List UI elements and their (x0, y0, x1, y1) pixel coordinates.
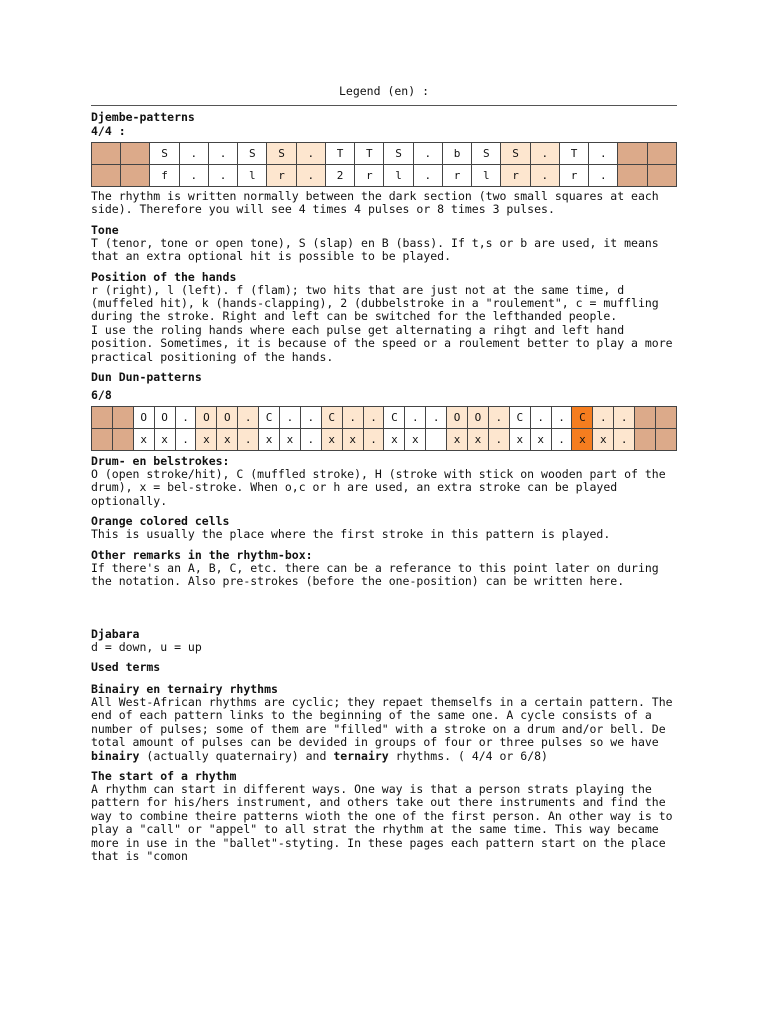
djembe-grid-cell: l (238, 165, 267, 187)
binairy-text-c: rhythms. ( 4/4 or 6/8) (388, 748, 548, 763)
binairy-text (91, 696, 677, 763)
dundun-grid-cell: x (468, 429, 489, 451)
binairy-heading: Binairy en ternairy rhythms (91, 681, 278, 696)
djembe-grid-cell: . (179, 165, 208, 187)
dundun-grid-cell (112, 429, 133, 451)
dundun-grid-cell (656, 429, 677, 451)
djembe-grid-cell: T (355, 143, 384, 165)
djembe-grid-cell: S (472, 143, 501, 165)
dundun-grid-cell: x (447, 429, 468, 451)
other-remarks-heading: Other remarks in the rhythm-box: (91, 547, 313, 562)
djembe-grid-cell (121, 165, 150, 187)
djembe-grid-cell: T (325, 143, 354, 165)
dundun-grid-cell: C (321, 407, 342, 429)
dundun-grid-cell: . (175, 429, 196, 451)
dundun-grid-cell: . (530, 407, 551, 429)
drum-strokes-heading: Drum- en belstrokes: (91, 454, 230, 469)
djembe-grid-cell: . (208, 165, 237, 187)
djembe-grid-cell: . (208, 143, 237, 165)
dundun-grid-cell: . (363, 429, 384, 451)
dundun-grid-cell: . (426, 407, 447, 429)
djembe-grid-cell: l (384, 165, 413, 187)
orange-heading: Orange colored cells (91, 514, 230, 529)
djembe-grid-cell: T (559, 143, 588, 165)
djembe-grid-cell: . (530, 143, 559, 165)
dundun-grid-cell: x (342, 429, 363, 451)
dundun-grid-cell: x (217, 429, 238, 451)
dundun-grid-cell: x (384, 429, 405, 451)
dundun-grid-cell (635, 429, 656, 451)
dundun-meter: 6/8 (91, 388, 112, 403)
djembe-grid-cell: . (589, 143, 618, 165)
djembe-grid-cell (92, 165, 121, 187)
dundun-grid-cell: . (238, 429, 259, 451)
djembe-grid-cell: r (267, 165, 296, 187)
dundun-grid-cell: C (259, 407, 280, 429)
djembe-grid-cell: r (355, 165, 384, 187)
dundun-grid-cell: x (405, 429, 426, 451)
dundun-grid-cell: x (572, 429, 593, 451)
djembe-grid-row (92, 143, 677, 165)
dundun-grid-cell (92, 407, 113, 429)
djembe-grid-cell (647, 165, 676, 187)
start-text: A rhythm can start in different ways. One way is that a person strats playing the pattern for his/hers instrument, and others take out there instruments and find the way to combine theire patterns wioth the one of the first person. An other way is to play a "call" or "appel" to all strat the rhythm at the same time. This way became more in use in the "ballet"-styting. In these pages each pattern start on the place that is "comon (91, 781, 673, 863)
dundun-grid-cell: . (488, 429, 509, 451)
ternairy-term: ternairy (333, 748, 389, 763)
dundun-grid-cell (426, 429, 447, 451)
used-terms-heading: Used terms (91, 659, 161, 674)
dundun-grid-cell: . (593, 407, 614, 429)
djembe-grid-cell: . (413, 143, 442, 165)
other-remarks-text: If there's an A, B, C, etc. there can be a referance to this point later on during the notation. Also pre-strokes (before the one-position) can be written here. (91, 560, 659, 589)
djembe-grid-cell: . (179, 143, 208, 165)
dundun-grid-cell: . (238, 407, 259, 429)
djembe-heading: Djembe-patterns (91, 110, 195, 124)
drum-strokes-text: O (open stroke/hit), C (muffled stroke), H (stroke with stick on wooden part of the drum), x = bel-stroke. When o,c or h are used, an extra stroke can be played optionally. (91, 467, 666, 508)
djembe-grid-cell (121, 143, 150, 165)
dundun-grid-cell: . (342, 407, 363, 429)
dundun-grid-cell: O (133, 407, 154, 429)
dundun-grid-cell (635, 407, 656, 429)
djembe-grid-cell: r (501, 165, 530, 187)
dundun-grid-cell (656, 407, 677, 429)
dundun-grid-cell: x (154, 429, 175, 451)
dundun-grid-cell: x (280, 429, 301, 451)
djembe-grid-cell (618, 165, 647, 187)
binairy-text-a: All West-African rhythms are cyclic; they repaet themselfs in a certain pattern. The end of each pattern links to the beginning of the same one. A cycle consists of a number of pulses; some of them are "filled" with a stroke on a drum and/or bell. De total amount of pulses can be devided in groups of four or three pulses so we have (91, 694, 673, 750)
dundun-grid-cell: . (300, 429, 321, 451)
dundun-pattern-grid (91, 406, 677, 451)
dundun-grid-cell: . (175, 407, 196, 429)
hands-heading: Position of the hands (91, 269, 237, 284)
dundun-grid-cell: . (280, 407, 301, 429)
djembe-grid-cell: S (150, 143, 179, 165)
orange-text: This is usually the place where the first stroke in this pattern is played. (91, 527, 611, 542)
dundun-grid-cell: . (614, 407, 635, 429)
tone-heading: Tone (91, 222, 119, 237)
dundun-grid-cell: O (217, 407, 238, 429)
dundun-grid-cell: C (509, 407, 530, 429)
dundun-grid-row (92, 407, 677, 429)
dundun-grid-cell: O (154, 407, 175, 429)
dundun-grid-cell: . (488, 407, 509, 429)
djembe-grid-cell: r (559, 165, 588, 187)
djabara-text: d = down, u = up (91, 639, 202, 654)
djembe-grid-row (92, 165, 677, 187)
divider (91, 105, 677, 106)
djembe-grid-cell: 2 (325, 165, 354, 187)
djembe-meter: 4/4 : (91, 124, 126, 138)
hands-text-1: r (right), l (left). f (flam); two hits that are just not at the same time, d (muffeled hit), k (hands-clapping), 2 (dubbelstroke in a "roulement", c = muffling during the stroke. Right and left can be switched for the lefthanded people. (91, 282, 659, 324)
djembe-grid-cell: l (472, 165, 501, 187)
djabara-heading: Djabara (91, 626, 140, 641)
document-page (91, 84, 677, 863)
djembe-grid-cell: . (296, 165, 325, 187)
dundun-grid-cell: O (196, 407, 217, 429)
djembe-pattern-grid (91, 142, 677, 187)
dundun-heading: Dun Dun-patterns (91, 370, 202, 385)
dundun-grid-cell: x (321, 429, 342, 451)
dundun-grid-cell: O (468, 407, 489, 429)
dundun-grid-cell: x (593, 429, 614, 451)
dundun-grid-cell: x (259, 429, 280, 451)
binairy-text-b: (actually quaternairy) and (139, 748, 334, 763)
dundun-grid-cell: . (551, 429, 572, 451)
dundun-grid-cell (92, 429, 113, 451)
dundun-grid-cell: . (614, 429, 635, 451)
djembe-grid-cell: b (442, 143, 471, 165)
djembe-grid-cell: r (442, 165, 471, 187)
legend-title: Legend (en) : (338, 84, 429, 98)
djembe-grid-cell: . (530, 165, 559, 187)
djembe-grid-cell (647, 143, 676, 165)
djembe-grid-cell: S (384, 143, 413, 165)
dundun-grid-cell: . (300, 407, 321, 429)
djembe-grid-cell: S (501, 143, 530, 165)
dundun-grid-cell: x (530, 429, 551, 451)
dundun-grid-cell: . (551, 407, 572, 429)
dundun-grid-cell: x (509, 429, 530, 451)
djembe-grid-cell (618, 143, 647, 165)
binairy-term: binairy (91, 748, 140, 763)
dundun-grid-cell: O (447, 407, 468, 429)
djembe-grid-cell (92, 143, 121, 165)
dundun-grid-cell: x (196, 429, 217, 451)
dundun-grid-row (92, 429, 677, 451)
dundun-grid-cell: . (363, 407, 384, 429)
hands-text-2: I use the roling hands where each pulse get alternating a rihgt and left hand position. Sometimes, it is because of the speed or a roulement better to play a more practical positioning of the hands. (91, 322, 673, 364)
djembe-grid-cell: . (413, 165, 442, 187)
start-heading: The start of a rhythm (91, 768, 237, 783)
dundun-grid-cell (112, 407, 133, 429)
dundun-grid-cell: . (405, 407, 426, 429)
tone-text: T (tenor, tone or open tone), S (slap) en B (bass). If t,s or b are used, it means that an extra optional hit is possible to be played. (91, 235, 659, 264)
djembe-description: The rhythm is written normally between the dark section (two small squares at each side). Therefore you will see 4 times 4 pulses or 8 times 3 pulses. (91, 189, 659, 217)
dundun-grid-cell: x (133, 429, 154, 451)
djembe-grid-cell: . (296, 143, 325, 165)
djembe-grid-cell: f (150, 165, 179, 187)
djembe-grid-cell: S (267, 143, 296, 165)
dundun-grid-cell: C (572, 407, 593, 429)
djembe-grid-cell: S (238, 143, 267, 165)
djembe-grid-cell: . (589, 165, 618, 187)
dundun-grid-cell: C (384, 407, 405, 429)
